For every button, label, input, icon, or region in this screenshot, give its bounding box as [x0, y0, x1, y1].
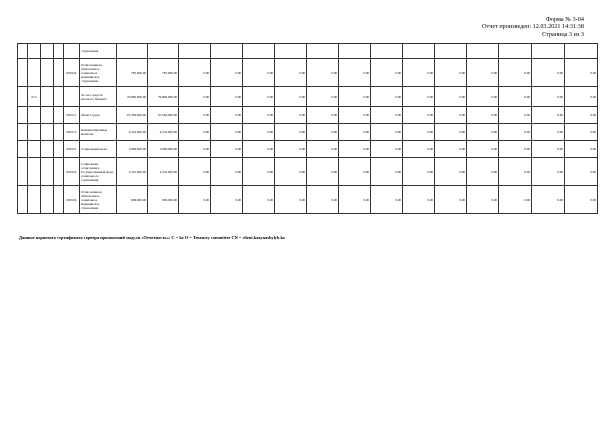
- amount-cell: 0.00: [532, 141, 565, 158]
- amount-cell: 0.00: [275, 141, 307, 158]
- description-cell: Отчисления на обязательное социальное медицинское страхование: [80, 186, 117, 214]
- blank-cell: [54, 44, 64, 59]
- amount-cell: 0.00: [371, 87, 403, 107]
- amount-cell: 0.00: [532, 59, 565, 87]
- amount-cell: 0.00: [403, 186, 435, 214]
- amount-cell: 0.00: [339, 124, 371, 141]
- specifics-code-cell: 000122: [64, 158, 80, 186]
- amount-cell: 0.00: [371, 124, 403, 141]
- amount-cell: 0.00: [532, 158, 565, 186]
- amount-cell: [307, 44, 339, 59]
- code-cell-2: [28, 186, 41, 214]
- amount-cell: [499, 44, 532, 59]
- table-row: [18, 186, 598, 214]
- description-cell: Оплата труда: [80, 107, 117, 124]
- amount-cell: 0.00: [243, 87, 275, 107]
- amount-cell: 0.00: [179, 107, 211, 124]
- amount-cell: 0.00: [179, 59, 211, 87]
- plan-value-cell: [117, 44, 148, 59]
- report-table: [17, 43, 598, 214]
- amount-cell: 0.00: [243, 186, 275, 214]
- code-cell-2: [28, 44, 41, 59]
- amount-cell: 0.00: [339, 59, 371, 87]
- amount-cell: 0.00: [403, 158, 435, 186]
- plan-value-cell: 3,969,000.00: [117, 141, 148, 158]
- description-cell: страхования: [80, 44, 117, 59]
- table-row: [18, 124, 598, 141]
- amount-cell: 0.00: [307, 59, 339, 87]
- blank-cell: [54, 87, 64, 107]
- amount-cell: 0.00: [275, 87, 307, 107]
- amount-cell: 0.00: [467, 141, 499, 158]
- blank-cell: [54, 59, 64, 87]
- amount-cell: 0.00: [532, 107, 565, 124]
- description-cell: За счет средств местного бюджета: [80, 87, 117, 107]
- amount-cell: 0.00: [307, 124, 339, 141]
- amount-cell: 0.00: [243, 141, 275, 158]
- specifics-code-cell: [64, 87, 80, 107]
- approved-value-cell: 79,860,000.00: [148, 87, 179, 107]
- amount-cell: 0.00: [179, 124, 211, 141]
- amount-cell: [532, 44, 565, 59]
- code-cell-2: [28, 59, 41, 87]
- amount-cell: 0.00: [565, 186, 598, 214]
- amount-cell: 0.00: [179, 186, 211, 214]
- amount-cell: 0.00: [499, 87, 532, 107]
- amount-cell: 0.00: [371, 107, 403, 124]
- code-cell-3: [41, 44, 54, 59]
- amount-cell: 0.00: [243, 158, 275, 186]
- amount-cell: 0.00: [565, 141, 598, 158]
- amount-cell: [467, 44, 499, 59]
- specifics-code-cell: 000124: [64, 186, 80, 214]
- amount-cell: 0.00: [307, 186, 339, 214]
- amount-cell: 0.00: [371, 186, 403, 214]
- amount-cell: 0.00: [565, 158, 598, 186]
- amount-cell: 0.00: [499, 141, 532, 158]
- amount-cell: 0.00: [179, 141, 211, 158]
- code-cell-1: [18, 107, 28, 124]
- amount-cell: 0.00: [565, 59, 598, 87]
- code-cell-1: [18, 59, 28, 87]
- amount-cell: 0.00: [435, 141, 467, 158]
- blank-cell: [54, 107, 64, 124]
- plan-value-cell: 79,860,000.00: [117, 87, 148, 107]
- amount-cell: 0.00: [532, 186, 565, 214]
- amount-cell: 0.00: [243, 59, 275, 87]
- description-cell: Социальные отчисления в Государственный фонд социального страхования: [80, 158, 117, 186]
- blank-cell: [54, 186, 64, 214]
- certificate-info: Данные корневого сертификата сервера приложений модуля «Отчетность»: C = kz O = Treasury committee CN = client.kazynashylyk.kz: [19, 235, 285, 240]
- amount-cell: 0.00: [339, 186, 371, 214]
- amount-cell: 0.00: [403, 87, 435, 107]
- amount-cell: 0.00: [371, 141, 403, 158]
- amount-cell: 0.00: [371, 59, 403, 87]
- amount-cell: 0.00: [499, 124, 532, 141]
- code-cell-2: [28, 124, 41, 141]
- code-cell-3: [41, 87, 54, 107]
- amount-cell: 0.00: [275, 124, 307, 141]
- code-cell-1: [18, 141, 28, 158]
- code-cell-3: [41, 107, 54, 124]
- code-cell-1: [18, 87, 28, 107]
- amount-cell: [179, 44, 211, 59]
- amount-cell: 0.00: [435, 59, 467, 87]
- amount-cell: 0.00: [499, 158, 532, 186]
- amount-cell: 0.00: [499, 59, 532, 87]
- amount-cell: 0.00: [499, 186, 532, 214]
- table-row: [18, 158, 598, 186]
- amount-cell: 0.00: [275, 186, 307, 214]
- amount-cell: 0.00: [211, 59, 243, 87]
- amount-cell: 0.00: [565, 87, 598, 107]
- code-cell-2: [28, 158, 41, 186]
- amount-cell: 0.00: [435, 87, 467, 107]
- form-number: Форма № 3-04: [546, 16, 584, 23]
- plan-value-cell: 2,310,000.00: [117, 158, 148, 186]
- approved-value-cell: 3,969,000.00: [148, 141, 179, 158]
- amount-cell: 0.00: [211, 158, 243, 186]
- amount-cell: [275, 44, 307, 59]
- amount-cell: [403, 44, 435, 59]
- code-cell-1: [18, 44, 28, 59]
- amount-cell: [211, 44, 243, 59]
- table-row: [18, 87, 598, 107]
- amount-cell: 0.00: [339, 87, 371, 107]
- specifics-code-cell: 000113: [64, 124, 80, 141]
- table-row: [18, 44, 598, 59]
- amount-cell: 0.00: [275, 158, 307, 186]
- code-cell-2: [28, 141, 41, 158]
- amount-cell: 0.00: [467, 158, 499, 186]
- amount-cell: 0.00: [275, 107, 307, 124]
- approved-value-cell: 999,000.00: [148, 186, 179, 214]
- amount-cell: [339, 44, 371, 59]
- amount-cell: 0.00: [435, 158, 467, 186]
- amount-cell: 0.00: [339, 158, 371, 186]
- amount-cell: 0.00: [307, 158, 339, 186]
- amount-cell: 0.00: [435, 107, 467, 124]
- amount-cell: 0.00: [179, 158, 211, 186]
- amount-cell: 0.00: [243, 107, 275, 124]
- code-cell-1: [18, 158, 28, 186]
- blank-cell: [54, 141, 64, 158]
- amount-cell: 0.00: [467, 186, 499, 214]
- amount-cell: 0.00: [307, 87, 339, 107]
- amount-cell: 0.00: [435, 186, 467, 214]
- amount-cell: 0.00: [532, 87, 565, 107]
- approved-value-cell: [148, 44, 179, 59]
- report-timestamp: Отчет произведен: 12.03.2021 14:31:38: [482, 23, 584, 31]
- specifics-code-cell: 000124: [64, 59, 80, 87]
- description-cell: Отчисления на обязательное социальное медицинское страхование: [80, 59, 117, 87]
- amount-cell: [565, 44, 598, 59]
- amount-cell: 0.00: [403, 141, 435, 158]
- amount-cell: 0.00: [467, 124, 499, 141]
- blank-cell: [54, 124, 64, 141]
- code-cell-2: 015: [28, 87, 41, 107]
- page-indicator: Страница 3 из 3: [542, 30, 584, 38]
- amount-cell: 0.00: [339, 141, 371, 158]
- amount-cell: 0.00: [435, 124, 467, 141]
- plan-value-cell: 67,284,000.00: [117, 107, 148, 124]
- code-cell-3: [41, 124, 54, 141]
- amount-cell: 0.00: [211, 87, 243, 107]
- amount-cell: 0.00: [467, 59, 499, 87]
- plan-value-cell: 4,319,000.00: [117, 124, 148, 141]
- amount-cell: 0.00: [211, 186, 243, 214]
- specifics-code-cell: 000111: [64, 107, 80, 124]
- amount-cell: 0.00: [211, 141, 243, 158]
- description-cell: Социальный налог: [80, 141, 117, 158]
- table-row: [18, 59, 598, 87]
- amount-cell: 0.00: [307, 107, 339, 124]
- amount-cell: [243, 44, 275, 59]
- plan-value-cell: 999,000.00: [117, 186, 148, 214]
- amount-cell: 0.00: [565, 107, 598, 124]
- amount-cell: 0.00: [467, 87, 499, 107]
- blank-cell: [54, 158, 64, 186]
- amount-cell: [371, 44, 403, 59]
- amount-cell: 0.00: [403, 107, 435, 124]
- amount-cell: 0.00: [307, 141, 339, 158]
- approved-value-cell: 785,000.00: [148, 59, 179, 87]
- table-row: [18, 141, 598, 158]
- amount-cell: 0.00: [371, 158, 403, 186]
- amount-cell: 0.00: [499, 107, 532, 124]
- specifics-code-cell: 000121: [64, 141, 80, 158]
- amount-cell: 0.00: [532, 124, 565, 141]
- code-cell-1: [18, 186, 28, 214]
- amount-cell: 0.00: [243, 124, 275, 141]
- amount-cell: 0.00: [339, 107, 371, 124]
- code-cell-2: [28, 107, 41, 124]
- amount-cell: 0.00: [467, 107, 499, 124]
- code-cell-3: [41, 141, 54, 158]
- amount-cell: 0.00: [179, 87, 211, 107]
- amount-cell: 0.00: [211, 124, 243, 141]
- amount-cell: 0.00: [403, 59, 435, 87]
- amount-cell: 0.00: [211, 107, 243, 124]
- approved-value-cell: 67,284,000.00: [148, 107, 179, 124]
- amount-cell: 0.00: [403, 124, 435, 141]
- approved-value-cell: 4,319,000.00: [148, 124, 179, 141]
- code-cell-3: [41, 186, 54, 214]
- approved-value-cell: 2,310,000.00: [148, 158, 179, 186]
- description-cell: Компенсационные выплаты: [80, 124, 117, 141]
- table-row: [18, 107, 598, 124]
- code-cell-3: [41, 59, 54, 87]
- report-header: [482, 16, 584, 38]
- amount-cell: [435, 44, 467, 59]
- specifics-code-cell: [64, 44, 80, 59]
- code-cell-3: [41, 158, 54, 186]
- amount-cell: 0.00: [565, 124, 598, 141]
- plan-value-cell: 785,000.00: [117, 59, 148, 87]
- amount-cell: 0.00: [275, 59, 307, 87]
- code-cell-1: [18, 124, 28, 141]
